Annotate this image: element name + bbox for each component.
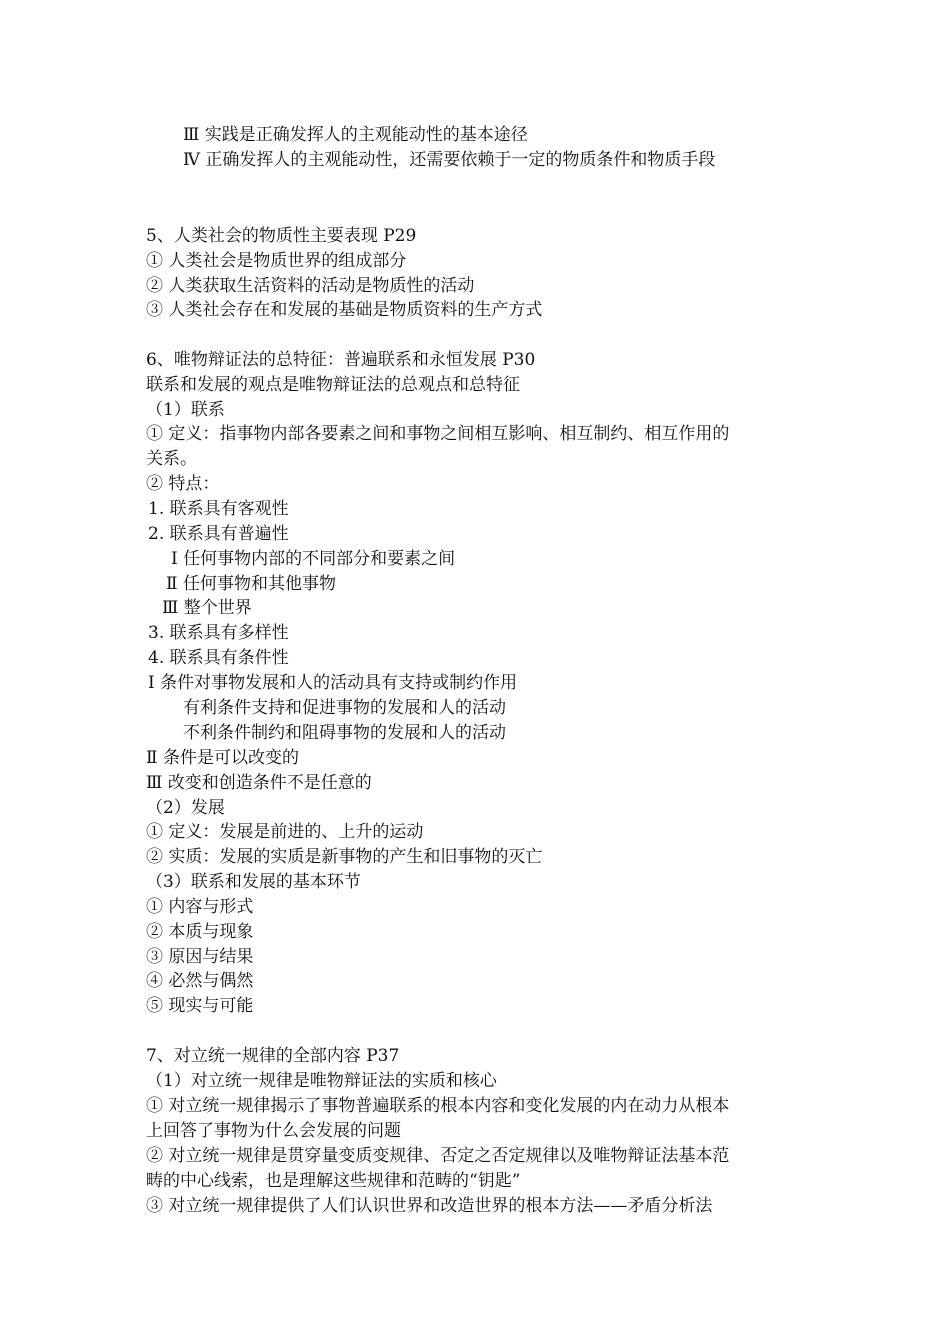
- line-10: ① 定义：指事物内部各要素之间和事物之间相互影响、相互制约、相互作用的: [146, 424, 730, 444]
- line-22: 不利条件制约和阻碍事物的发展和人的活动: [183, 723, 506, 743]
- line-18: 3. 联系具有多样性: [148, 623, 289, 643]
- line-39: 畴的中心线索，也是理解这些规律和范畴的“钥匙”: [146, 1171, 521, 1191]
- line-21: 有利条件支持和促进事物的发展和人的活动: [183, 698, 506, 718]
- section-6-heading: 6、唯物辩证法的总特征：普遍联系和永恒发展 P30: [146, 350, 536, 370]
- line-16: Ⅱ 任何事物和其他事物: [166, 574, 336, 594]
- line-5: ② 人类获取生活资料的活动是物质性的活动: [146, 276, 475, 296]
- line-29: ① 内容与形式: [146, 897, 254, 917]
- section-7-heading: 7、对立统一规律的全部内容 P37: [146, 1046, 400, 1066]
- line-32: ④ 必然与偶然: [146, 971, 254, 991]
- line-15: Ⅰ 任何事物内部的不同部分和要素之间: [171, 549, 456, 569]
- line-35: （1）对立统一规律是唯物辩证法的实质和核心: [146, 1071, 497, 1091]
- line-20: Ⅰ 条件对事物发展和人的活动具有支持或制约作用: [148, 673, 518, 693]
- line-25: （2）发展: [146, 798, 225, 818]
- line-28: （3）联系和发展的基本环节: [146, 872, 361, 892]
- line-38: ② 对立统一规律是贯穿量变质变规律、否定之否定规律以及唯物辩证法基本范: [146, 1146, 730, 1166]
- section-5-heading: 5、人类社会的物质性主要表现 P29: [146, 226, 417, 246]
- line-4: ① 人类社会是物质世界的组成部分: [146, 251, 407, 271]
- line-17: Ⅲ 整个世界: [162, 598, 252, 618]
- line-37: 上回答了事物为什么会发展的问题: [146, 1121, 401, 1141]
- line-19: 4. 联系具有条件性: [148, 648, 289, 668]
- line-14: 2. 联系具有普遍性: [148, 524, 289, 544]
- line-2: Ⅳ 正确发挥人的主观能动性，还需要依赖于一定的物质条件和物质手段: [183, 150, 716, 170]
- line-36: ① 对立统一规律揭示了事物普遍联系的根本内容和变化发展的内在动力从根本: [146, 1096, 730, 1116]
- line-31: ③ 原因与结果: [146, 947, 254, 967]
- line-24: Ⅲ 改变和创造条件不是任意的: [146, 773, 372, 793]
- line-8: 联系和发展的观点是唯物辩证法的总观点和总特征: [146, 375, 520, 395]
- line-27: ② 实质：发展的实质是新事物的产生和旧事物的灭亡: [146, 847, 543, 867]
- line-1: Ⅲ 实践是正确发挥人的主观能动性的基本途径: [183, 125, 528, 145]
- line-13: 1. 联系具有客观性: [148, 499, 289, 519]
- line-23: Ⅱ 条件是可以改变的: [146, 748, 299, 768]
- line-30: ② 本质与现象: [146, 922, 254, 942]
- line-40: ③ 对立统一规律提供了人们认识世界和改造世界的根本方法——矛盾分析法: [146, 1196, 713, 1216]
- line-33: ⑤ 现实与可能: [146, 996, 254, 1016]
- line-12: ② 特点：: [146, 474, 220, 494]
- line-9: （1）联系: [146, 400, 225, 420]
- line-11: 关系。: [146, 449, 197, 469]
- line-6: ③ 人类社会存在和发展的基础是物质资料的生产方式: [146, 300, 543, 320]
- line-26: ① 定义：发展是前进的、上升的运动: [146, 822, 424, 842]
